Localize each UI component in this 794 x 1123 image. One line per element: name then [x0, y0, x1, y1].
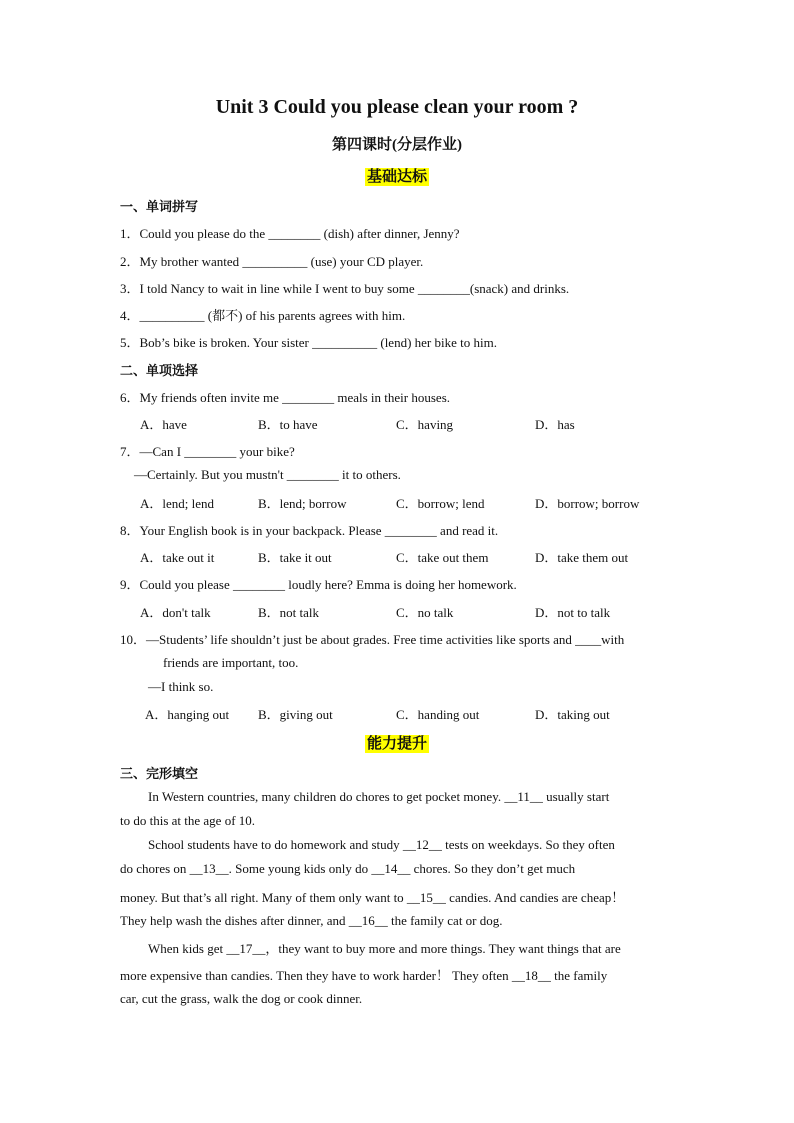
question-9-options — [140, 602, 700, 620]
question-6: 6．My friends often invite me ________ meals in their houses. — [120, 390, 451, 405]
option-d: D．take them out — [535, 550, 629, 565]
option-c: C．borrow; lend — [396, 496, 485, 511]
cloze-line: do chores on __13__. Some young kids only do __14__ chores. So they don’t get much — [120, 861, 576, 876]
option-c: C．take out them — [396, 550, 489, 565]
option-b: B．not talk — [258, 605, 320, 620]
question-8-options — [140, 547, 700, 565]
question-10: 10．—Students’ life shouldn’t just be about grades. Free time activities like sports and ____with — [120, 632, 625, 647]
question-10-continued: friends are important, too. — [163, 655, 299, 670]
question-7: 7．—Can I ________ your bike? — [120, 444, 295, 459]
option-a: A．don't talk — [140, 605, 211, 620]
option-c: C．handing out — [396, 707, 480, 722]
band-basic-label: 基础达标 — [366, 169, 427, 185]
option-a: A．have — [140, 417, 187, 432]
option-a: A．hanging out — [145, 707, 230, 722]
question-5: 5．Bob’s bike is broken. Your sister __________ (lend) her bike to him. — [120, 335, 497, 350]
cloze-line: money. But that’s all right. Many of them only want to __15__ candies. And candies are cheap！ — [120, 890, 625, 905]
cloze-line: School students have to do homework and study __12__ tests on weekdays. So they often — [148, 837, 615, 852]
question-8: 8．Your English book is in your backpack. Please ________ and read it. — [120, 523, 499, 538]
option-a: A．take out it — [140, 550, 215, 565]
option-b: B．take it out — [258, 550, 332, 565]
section-heading-spelling: 一、单词拼写 — [120, 200, 199, 215]
option-b: B．to have — [258, 417, 318, 432]
question-10-options — [145, 704, 705, 722]
question-2: 2．My brother wanted __________ (use) your CD player. — [120, 254, 424, 269]
option-c: C．no talk — [396, 605, 454, 620]
band-advanced-label: 能力提升 — [366, 736, 427, 752]
question-4: 4．__________ (都不) of his parents agrees with him. — [120, 308, 406, 323]
cloze-line: When kids get __17__，they want to buy more and more things. They want things that are — [148, 941, 621, 956]
option-d: D．borrow; borrow — [535, 496, 640, 511]
question-6-options — [140, 414, 700, 432]
option-d: D．taking out — [535, 707, 610, 722]
cloze-line: to do this at the age of 10. — [120, 813, 256, 828]
page-subtitle: 第四课时(分层作业) — [332, 137, 462, 153]
section-band-basic — [0, 165, 794, 186]
option-d: D．not to talk — [535, 605, 611, 620]
cloze-line: In Western countries, many children do chores to get pocket money. __11__ usually start — [148, 789, 610, 804]
section-heading-cloze: 三、完形填空 — [120, 767, 199, 782]
section-heading-choice: 二、单项选择 — [120, 364, 199, 379]
question-10-reply: —I think so. — [148, 679, 214, 694]
page-title: Unit 3 Could you please clean your room ? — [215, 96, 579, 118]
cloze-line: more expensive than candies. Then they have to work harder！ They often __18__ the family — [120, 968, 608, 983]
option-c: C．having — [396, 417, 454, 432]
question-7-options — [140, 493, 700, 511]
option-b: B．giving out — [258, 707, 333, 722]
question-9: 9．Could you please ________ loudly here? Emma is doing her homework. — [120, 577, 517, 592]
question-1: 1．Could you please do the ________ (dish) after dinner, Jenny? — [120, 226, 460, 241]
option-d: D．has — [535, 417, 575, 432]
question-7-reply: —Certainly. But you mustn't ________ it to others. — [134, 467, 401, 482]
option-a: A．lend; lend — [140, 496, 215, 511]
option-b: B．lend; borrow — [258, 496, 347, 511]
cloze-line: car, cut the grass, walk the dog or cook dinner. — [120, 991, 363, 1006]
cloze-line: They help wash the dishes after dinner, and __16__ the family cat or dog. — [120, 913, 503, 928]
question-3: 3．I told Nancy to wait in line while I went to buy some ________(snack) and drinks. — [120, 281, 570, 296]
section-band-advanced — [0, 732, 794, 753]
